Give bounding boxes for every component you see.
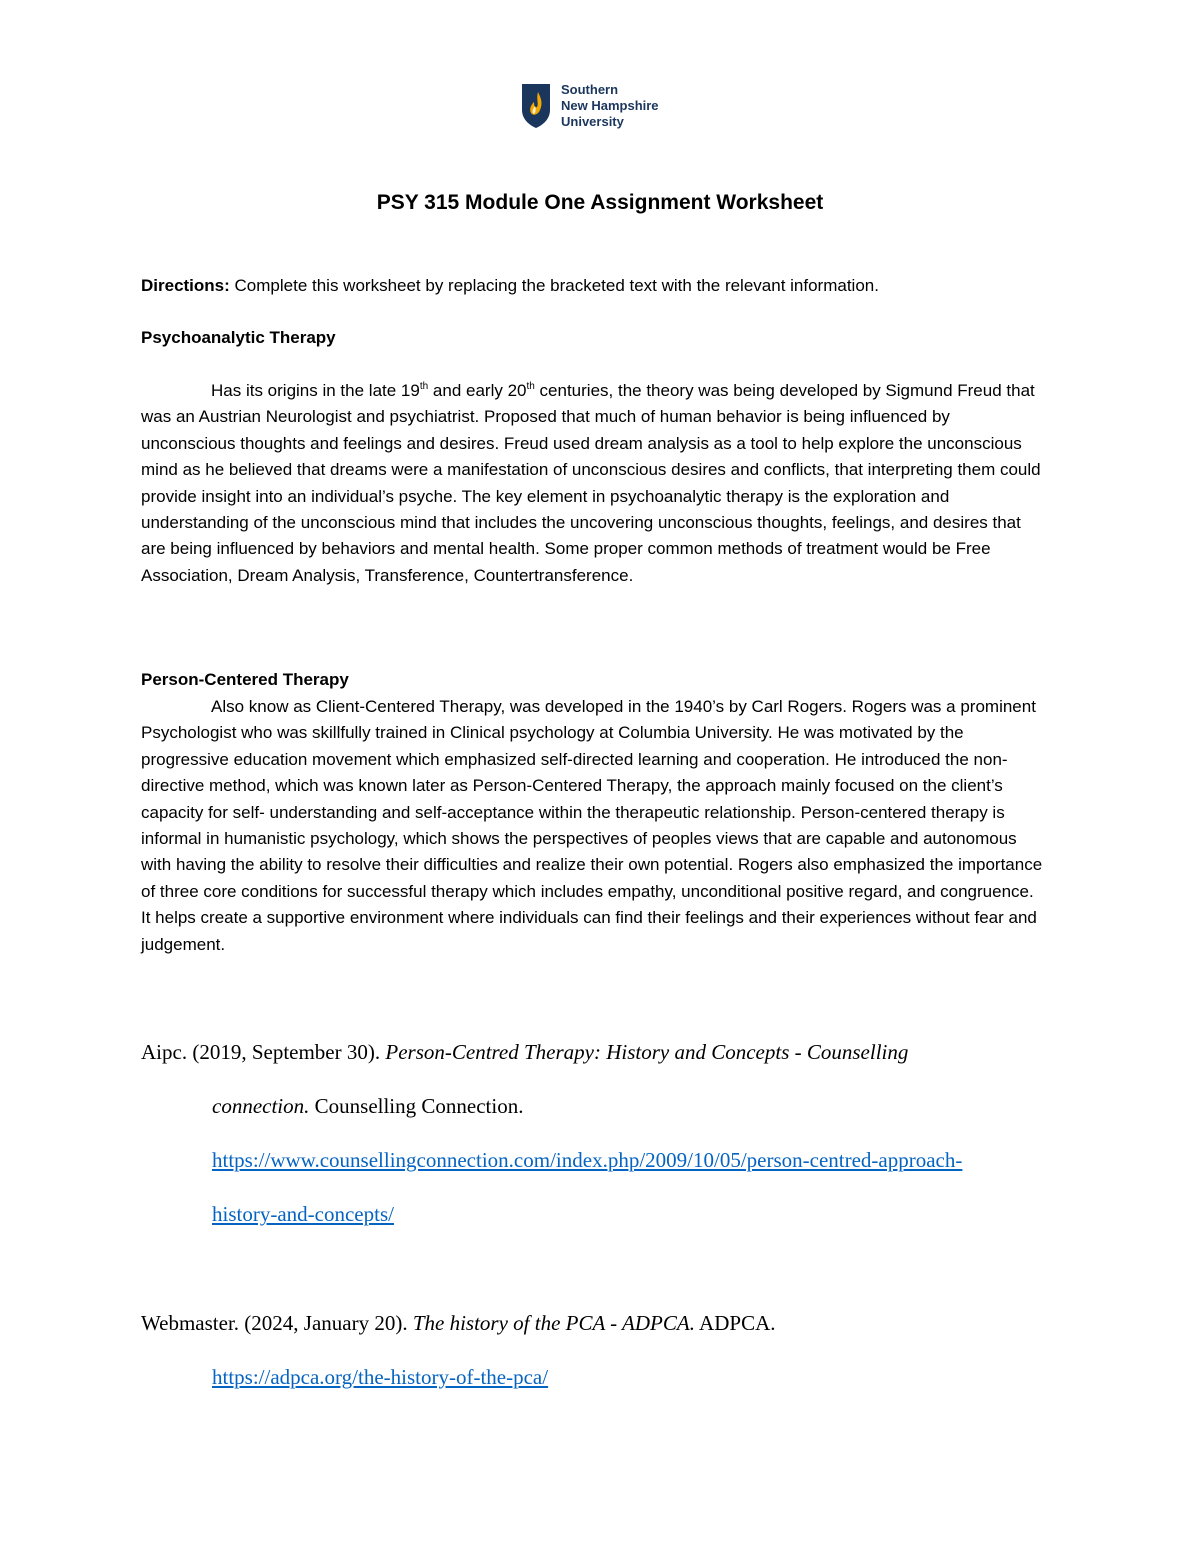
reference-author: Aipc. (2019, September 30).: [141, 1040, 386, 1064]
reference-line: [141, 1296, 1071, 1350]
reference-title: The history of the PCA - ADPCA.: [412, 1311, 695, 1335]
reference-title-cont: connection.: [212, 1094, 310, 1118]
person-centered-paragraph: Also know as Client-Centered Therapy, was developed in the 1940’s by Carl Rogers. Rogers was a prominent Psychologist who was skillfully trained in Clinical psychology at Columbia University. He was motivated by the progressive education movement which emphasized self-directed learning and cooperation. He introduced the non-directive method, which was known later as Person-Centered Therapy, the approach mainly focused on the client’s capacity for self- understanding and self-acceptance within the therapeutic relationship. Person-centered therapy is informal in humanistic psychology, which shows the perspectives of peoples views that are capable and autonomous with having the ability to resolve their difficulties and realize their own potential. Rogers also emphasized the importance of three core conditions for successful therapy which includes empathy, unconditional positive regard, and congruence. It helps create a supportive environment where individuals can find their feelings and their experiences without fear and judgement.: [141, 697, 1043, 954]
person-centered-heading: Person-Centered Therapy: [141, 670, 349, 689]
reference-publisher: ADPCA.: [694, 1311, 776, 1335]
directions-label: Directions:: [141, 276, 230, 295]
reference-author: Webmaster. (2024, January 20).: [141, 1311, 413, 1335]
university-logo: [521, 82, 659, 130]
logo-line-southern: Southern: [561, 82, 619, 97]
directions-text: Complete this worksheet by replacing the bracketed text with the relevant information.: [229, 276, 879, 295]
logo-wordmark: [561, 82, 659, 130]
psy-text-3: centuries, the theory was being developed by Sigmund Freud that was an Austrian Neurologist and psychiatrist. Proposed that much of human behavior is being influenced by unconscious thoughts and feelings and desires. Freud used dream analysis as a tool to help explore the unconscious mind as he believed that dreams were a manifestation of unconscious desires and conflicts, that interpreting them could provide insight into an individual’s psyche. The key element in psychoanalytic therapy is the exploration and understanding of the unconscious mind that includes the uncovering unconscious thoughts, feelings, and desires that are being influenced by behaviors and mental health. Some proper common methods of treatment would be Free Association, Dream Analysis, Transference, Countertransference.: [141, 381, 1041, 585]
reference-link[interactable]: https://adpca.org/the-history-of-the-pca/: [212, 1365, 549, 1389]
reference-line: [141, 1187, 1071, 1241]
reference-title: Person-Centred Therapy: History and Concepts - Counselling: [385, 1040, 909, 1064]
reference-publisher: Counselling Connection.: [309, 1094, 524, 1118]
psychoanalytic-paragraph: [141, 378, 1046, 589]
reference-line: [141, 1079, 1071, 1133]
reference-line: [141, 1133, 1071, 1187]
reference-line: [141, 1025, 1071, 1079]
logo-line-university: University: [561, 114, 624, 129]
psy-sup-2: th: [526, 381, 535, 392]
psy-sup-1: th: [419, 381, 429, 392]
reference-link-cont[interactable]: history-and-concepts/: [212, 1202, 394, 1226]
reference-line: [141, 1350, 1071, 1404]
shield-flame-icon: [521, 83, 551, 129]
psy-text-2: and early 20: [428, 381, 527, 400]
directions: [141, 273, 1061, 299]
reference-link[interactable]: https://www.counsellingconnection.com/index.php/2009/10/05/person-centred-approach-: [212, 1148, 963, 1172]
worksheet-title: PSY 315 Module One Assignment Worksheet: [376, 191, 824, 214]
psychoanalytic-heading: Psychoanalytic Therapy: [141, 328, 336, 347]
reference-entry: [141, 1296, 1071, 1404]
psy-text-1: Has its origins in the late 19: [211, 381, 420, 400]
reference-entry: [141, 1025, 1071, 1241]
logo-line-new-hampshire: New Hampshire: [561, 98, 659, 113]
